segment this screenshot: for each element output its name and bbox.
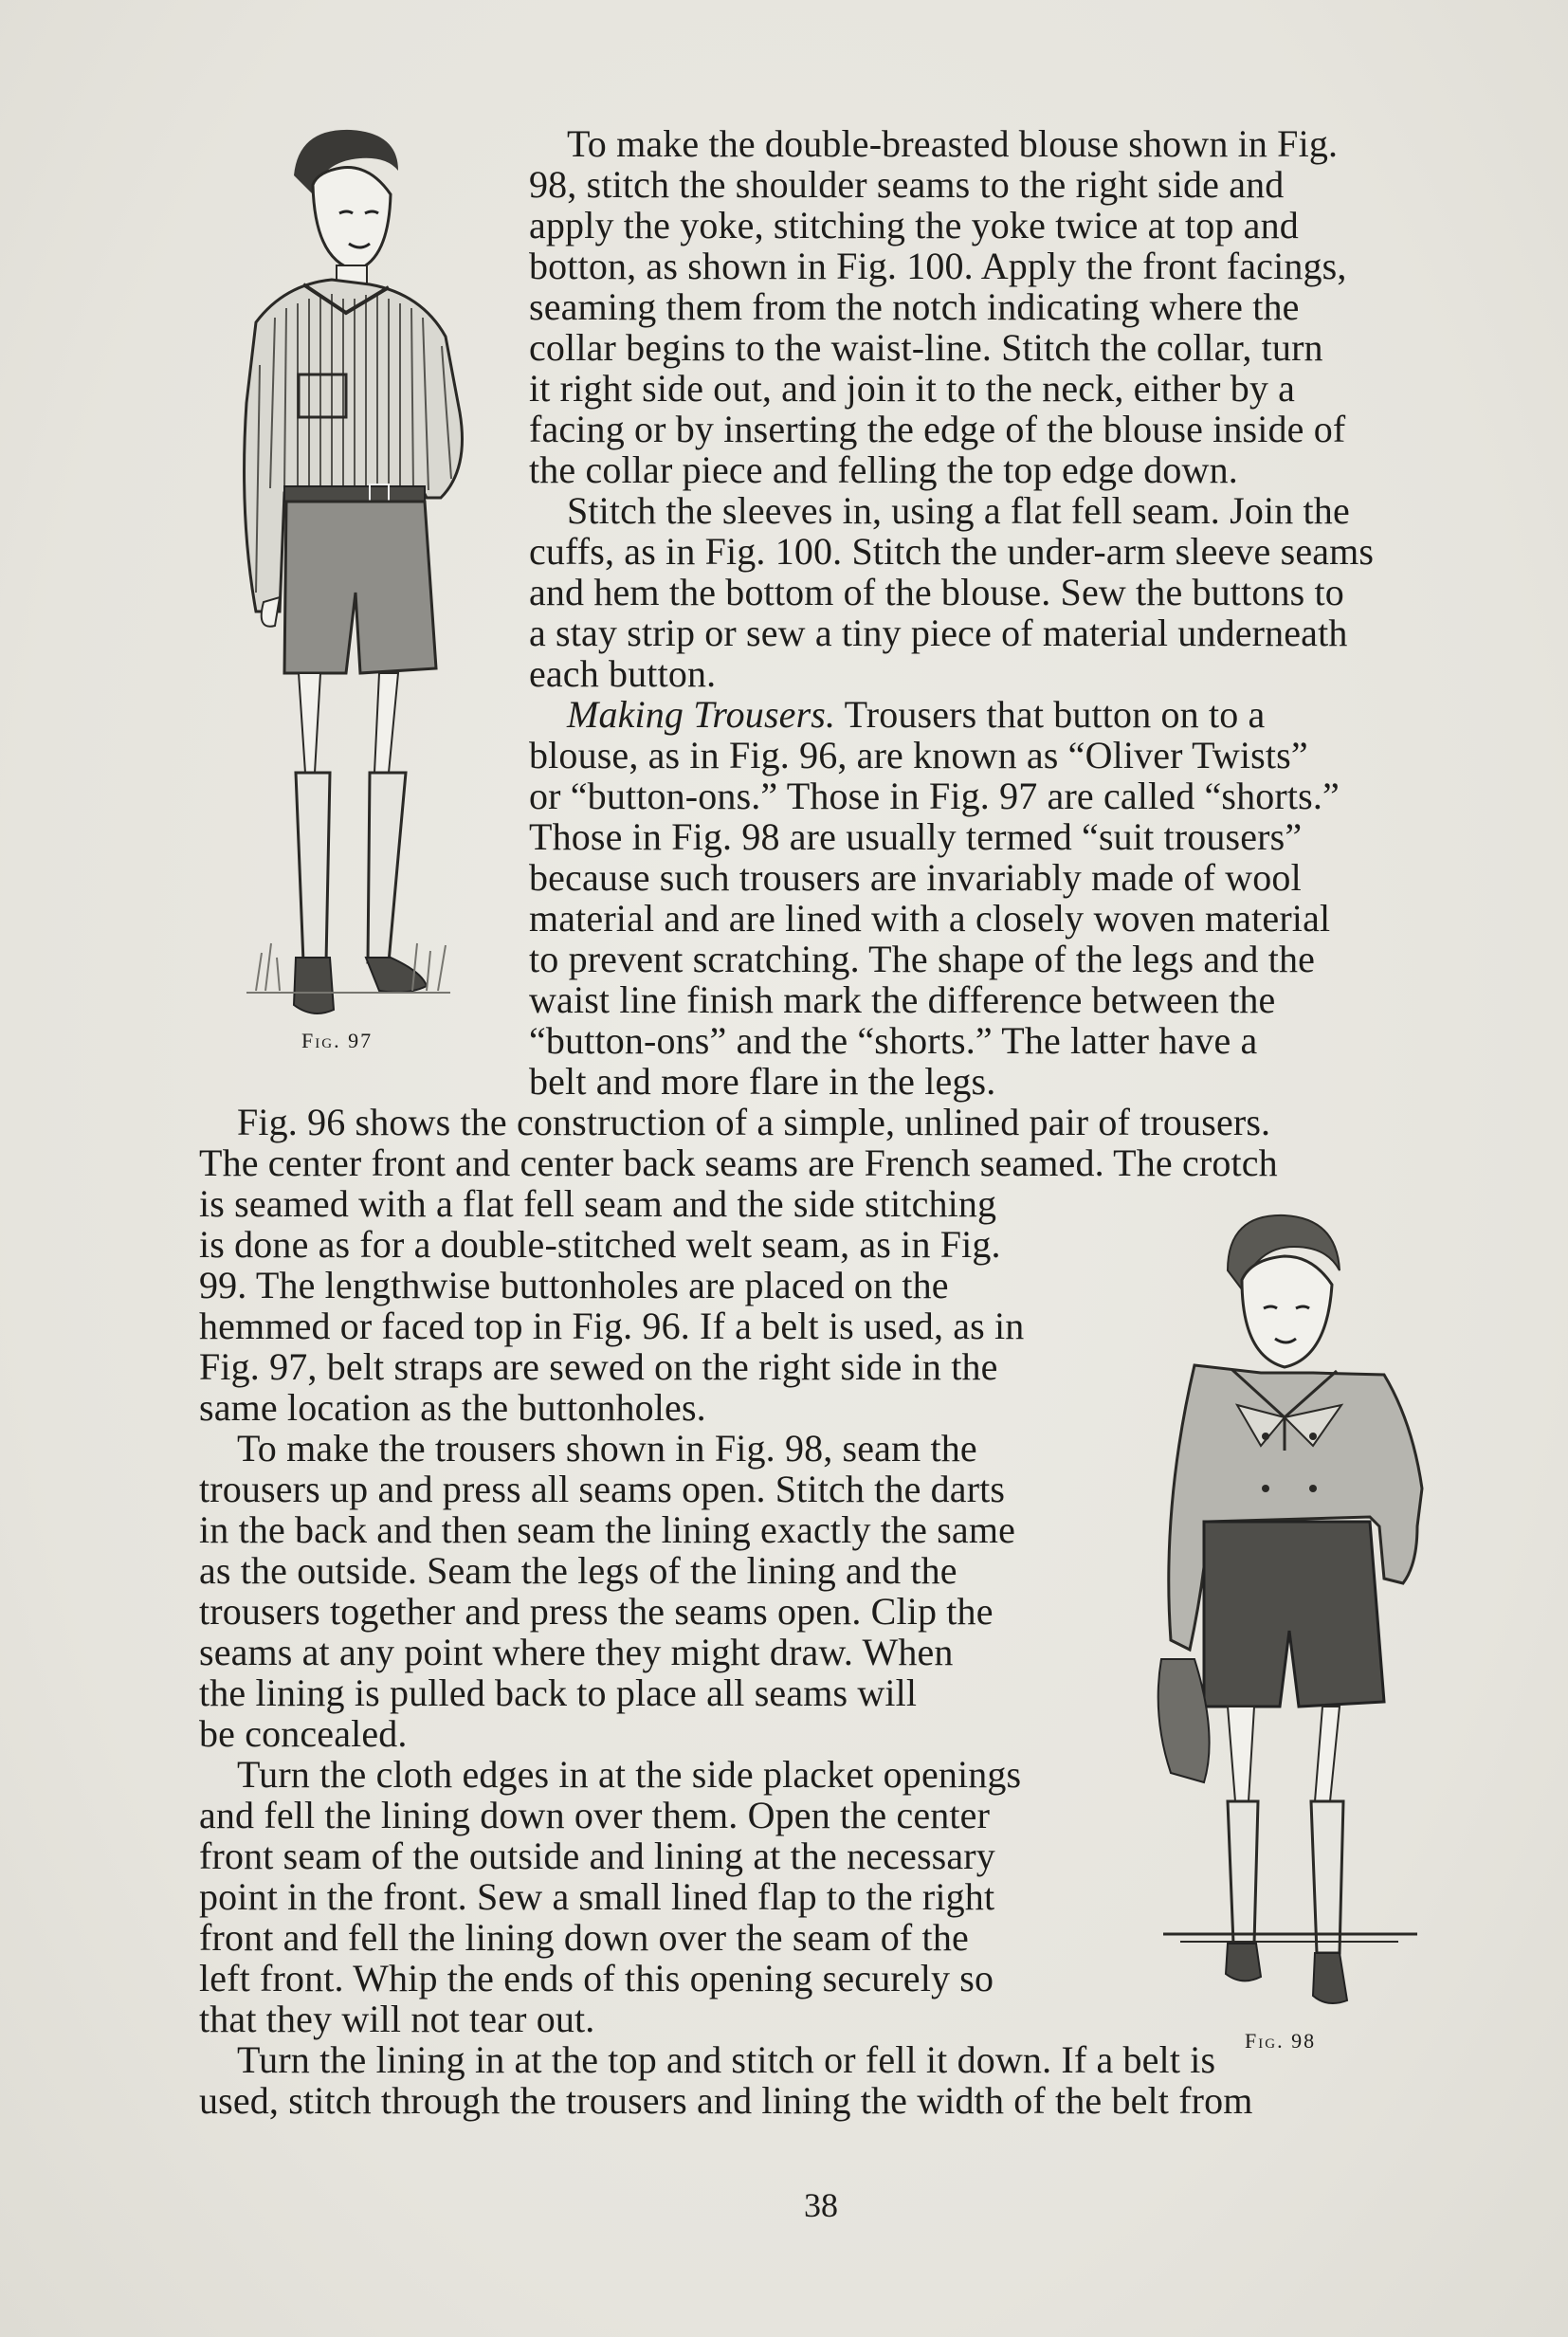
text-line: front and fell the lining down over the seam of the [199, 1916, 969, 1959]
text-line: Fig. 97, belt straps are sewed on the right side in the [199, 1345, 998, 1388]
text-line: facing or by inserting the edge of the blouse inside of [529, 408, 1346, 450]
text-line: be concealed. [199, 1712, 408, 1755]
text-line: The center front and center back seams are French seamed. The crotch [199, 1141, 1278, 1184]
text-line: blouse, as in Fig. 96, are known as “Oliver Twists” [529, 734, 1308, 776]
text-line: hemmed or faced top in Fig. 96. If a belt is used, as in [199, 1305, 1025, 1347]
section-heading: Making Trousers. [567, 693, 836, 736]
text-line: botton, as shown in Fig. 100. Apply the front facings, [529, 245, 1347, 287]
figure-caption: Fig. 98 [1245, 2029, 1317, 2053]
text-line: left front. Whip the ends of this opening securely so [199, 1957, 994, 1999]
text-line: each button. [529, 652, 717, 695]
text-line: Stitch the sleeves in, using a flat fell seam. Join the [567, 489, 1350, 532]
text-line: front seam of the outside and lining at the necessary [199, 1835, 995, 1877]
text-line: material and are lined with a closely woven material [529, 897, 1331, 940]
text-line [567, 694, 1265, 735]
text-line: seaming them from the notch indicating where the [529, 285, 1300, 328]
text-line: waist line finish mark the difference between the [529, 978, 1276, 1021]
text-line: Those in Fig. 98 are usually termed “suit trousers” [529, 815, 1303, 858]
text-line: apply the yoke, stitching the yoke twice at top and [529, 204, 1299, 246]
text-line: is done as for a double-stitched welt seam, as in Fig. [199, 1223, 1001, 1266]
text-line: belt and more flare in the legs. [529, 1060, 996, 1103]
text-line: point in the front. Sew a small lined flap to the right [199, 1875, 995, 1918]
text-run: Trousers that button on to a [835, 693, 1266, 736]
text-line: trousers together and press the seams open. Clip the [199, 1590, 994, 1633]
page-number: 38 [804, 2186, 838, 2224]
boy-in-double-breasted-blouse-illustration [1152, 1204, 1436, 2038]
text-line: used, stitch through the trousers and lining the width of the belt from [199, 2079, 1253, 2122]
text-line: in the back and then seam the lining exactly the same [199, 1508, 1015, 1551]
text-line: Turn the lining in at the top and stitch or fell it down. If a belt is [237, 2038, 1216, 2081]
text-line: Fig. 96 shows the construction of a simple, unlined pair of trousers. [237, 1101, 1271, 1143]
text-line: Turn the cloth edges in at the side placket openings [237, 1753, 1022, 1796]
text-line: or “button-ons.” Those in Fig. 97 are called “shorts.” [529, 775, 1340, 817]
text-line: a stay strip or sew a tiny piece of material underneath [529, 612, 1348, 654]
text-line: because such trousers are invariably made of wool [529, 856, 1302, 899]
text-line: trousers up and press all seams open. Stitch the darts [199, 1468, 1006, 1510]
text-line: it right side out, and join it to the neck, either by a [529, 367, 1296, 410]
text-line: 99. The lengthwise buttonholes are placed on the [199, 1264, 949, 1306]
text-line: To make the double-breasted blouse shown in Fig. [567, 122, 1339, 165]
text-line: is seamed with a flat fell seam and the side stitching [199, 1182, 997, 1225]
figure-caption: Fig. 97 [301, 1029, 374, 1052]
text-line: and hem the bottom of the blouse. Sew the buttons to [529, 571, 1344, 613]
text-line: “button-ons” and the “shorts.” The latter have a [529, 1019, 1258, 1062]
text-line: the lining is pulled back to place all seams will [199, 1671, 918, 1714]
text-line: cuffs, as in Fig. 100. Stitch the under-arm sleeve seams [529, 530, 1375, 573]
text-line: collar begins to the waist-line. Stitch the collar, turn [529, 326, 1323, 369]
text-line: same location as the buttonholes. [199, 1386, 706, 1429]
text-line: as the outside. Seam the legs of the lining and the [199, 1549, 957, 1592]
text-line: that they will not tear out. [199, 1998, 595, 2040]
text-line: 98, stitch the shoulder seams to the right side and [529, 163, 1285, 206]
text-line: to prevent scratching. The shape of the legs and the [529, 938, 1316, 980]
text-line: seams at any point where they might draw. When [199, 1631, 954, 1673]
text-line: the collar piece and felling the top edge down. [529, 448, 1238, 491]
text-line: To make the trousers shown in Fig. 98, seam the [237, 1427, 977, 1470]
text-line: and fell the lining down over them. Open the center [199, 1794, 991, 1836]
boy-in-shorts-and-striped-shirt-illustration [228, 119, 483, 1029]
